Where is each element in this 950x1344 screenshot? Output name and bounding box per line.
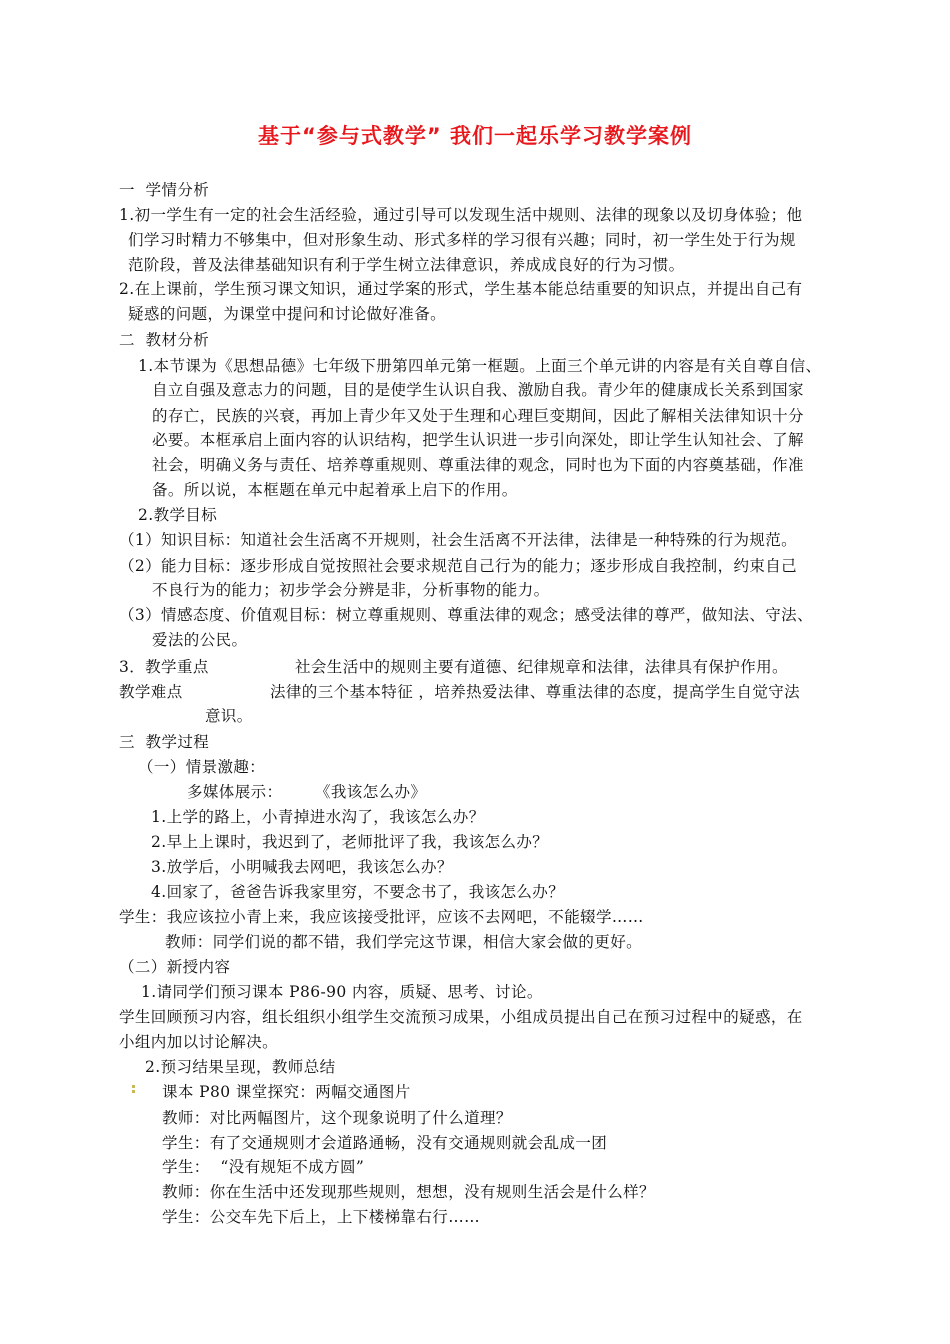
text-line: 疑惑的问题，为课堂中提问和讨论做好准备。: [128, 305, 447, 323]
text-line: 社会生活中的规则主要有道德、纪律规章和法律，法律具有保护作用。: [295, 658, 788, 676]
text-line: 学生：有了交通规则才会道路通畅，没有交通规则就会乱成一团: [162, 1134, 608, 1152]
text-line: 1.初一学生有一定的社会生活经验，通过引导可以发现生活中规则、法律的现象以及切身体验；他: [119, 206, 803, 224]
text-line: （一）情景激趣：: [138, 758, 266, 776]
text-line: （3）情感态度、价值观目标：树立尊重规则、尊重法律的观念；感受法律的尊严，做知法、守法、: [119, 606, 813, 624]
document-title: 基于“参与式教学” 我们一起乐学习教学案例: [258, 124, 692, 148]
text-line: 必要。本框承启上面内容的认识结构，把学生认识进一步引向深处，即让学生认知社会、了解: [152, 431, 804, 449]
text-line: 小组内加以讨论解决。: [119, 1033, 279, 1051]
text-line: 1.请同学们预习课本 P86-90 内容，质疑、思考、讨论。: [141, 983, 543, 1001]
text-line: 的存亡，民族的兴衰，再加上青少年又处于生理和心理巨变期间，因此了解相关法律知识十分: [152, 407, 804, 425]
text-line: 不良行为的能力；初步学会分辨是非，分析事物的能力。: [152, 581, 550, 599]
text-line: 2.在上课前，学生预习课文知识，通过学案的形式，学生基本能总结重要的知识点，并提出自己有: [119, 280, 803, 298]
text-line: 教师：对比两幅图片，这个现象说明了什么道理？: [162, 1109, 512, 1127]
text-line: 们学习时精力不够集中，但对形象生动、形式多样的学习很有兴趣；同时，初一学生处于行为规: [128, 231, 796, 249]
text-line: 教师：同学们说的都不错，我们学完这节课，相信大家会做的更好。: [165, 933, 643, 951]
text-line: 2.教学目标: [138, 506, 218, 524]
text-line: 法律的三个基本特征 ，培养热爱法律、尊重法律的态度，提高学生自觉守法: [270, 683, 801, 701]
text-line: 社会，明确义务与责任、培养尊重规则、尊重法律的观念，同时也为下面的内容奠基础，作准: [152, 456, 804, 474]
text-line: 多媒体展示：: [187, 783, 283, 801]
text-line: 1.上学的路上，小青掉进水沟了，我该怎么办？: [151, 808, 485, 826]
text-line: 《我该怎么办》: [315, 783, 427, 801]
text-line: 3．教学重点: [119, 658, 209, 676]
text-line: 一 学情分析: [119, 181, 210, 199]
scan-speck: [132, 1085, 135, 1088]
text-line: 意识。: [205, 707, 253, 725]
scan-speck: [132, 1090, 135, 1093]
text-line: 2.早上上课时，我迟到了，老师批评了我，我该怎么办？: [151, 833, 549, 851]
text-line: 二 教材分析: [119, 331, 210, 349]
text-line: 教师：你在生活中还发现那些规则，想想，没有规则生活会是什么样？: [162, 1183, 655, 1201]
text-line: （二）新授内容: [119, 958, 231, 976]
text-line: （2）能力目标：逐步形成自觉按照社会要求规范自己行为的能力；逐步形成自我控制，约束自己: [119, 557, 798, 575]
text-line: 范阶段，普及法律基础知识有利于学生树立法律意识，养成成良好的行为习惯。: [128, 256, 685, 274]
text-line: 教学难点: [119, 683, 183, 701]
text-line: 1.本节课为《思想品德》七年级下册第四单元第一框题。上面三个单元讲的内容是有关自尊自信、: [138, 357, 822, 375]
text-line: 三 教学过程: [119, 733, 210, 751]
text-line: 学生：公交车先下后上，上下楼梯靠右行……: [162, 1208, 481, 1226]
text-line: 3.放学后，小明喊我去网吧，我该怎么办？: [151, 858, 453, 876]
text-line: 课本 P80 课堂探究：两幅交通图片: [162, 1083, 411, 1101]
text-line: 爱法的公民。: [152, 631, 248, 649]
text-line: 2.预习结果呈现，教师总结: [145, 1058, 336, 1076]
text-line: 4.回家了，爸爸告诉我家里穷，不要念书了，我该怎么办？: [151, 883, 565, 901]
text-line: 备。所以说，本框题在单元中起着承上启下的作用。: [152, 481, 518, 499]
text-line: （1）知识目标：知道社会生活离不开规则，社会生活离不开法律，法律是一种特殊的行为规范。: [119, 531, 798, 549]
text-line: 学生：我应该拉小青上来，我应该接受批评，应该不去网吧，不能辍学……: [119, 908, 644, 926]
text-line: 学生： “没有规矩不成方圆”: [162, 1158, 365, 1176]
text-line: 学生回顾预习内容，组长组织小组学生交流预习成果，小组成员提出自己在预习过程中的疑惑，在: [119, 1008, 803, 1026]
text-line: 自立自强及意志力的问题，目的是使学生认识自我、激励自我。青少年的健康成长关系到国家: [152, 381, 804, 399]
